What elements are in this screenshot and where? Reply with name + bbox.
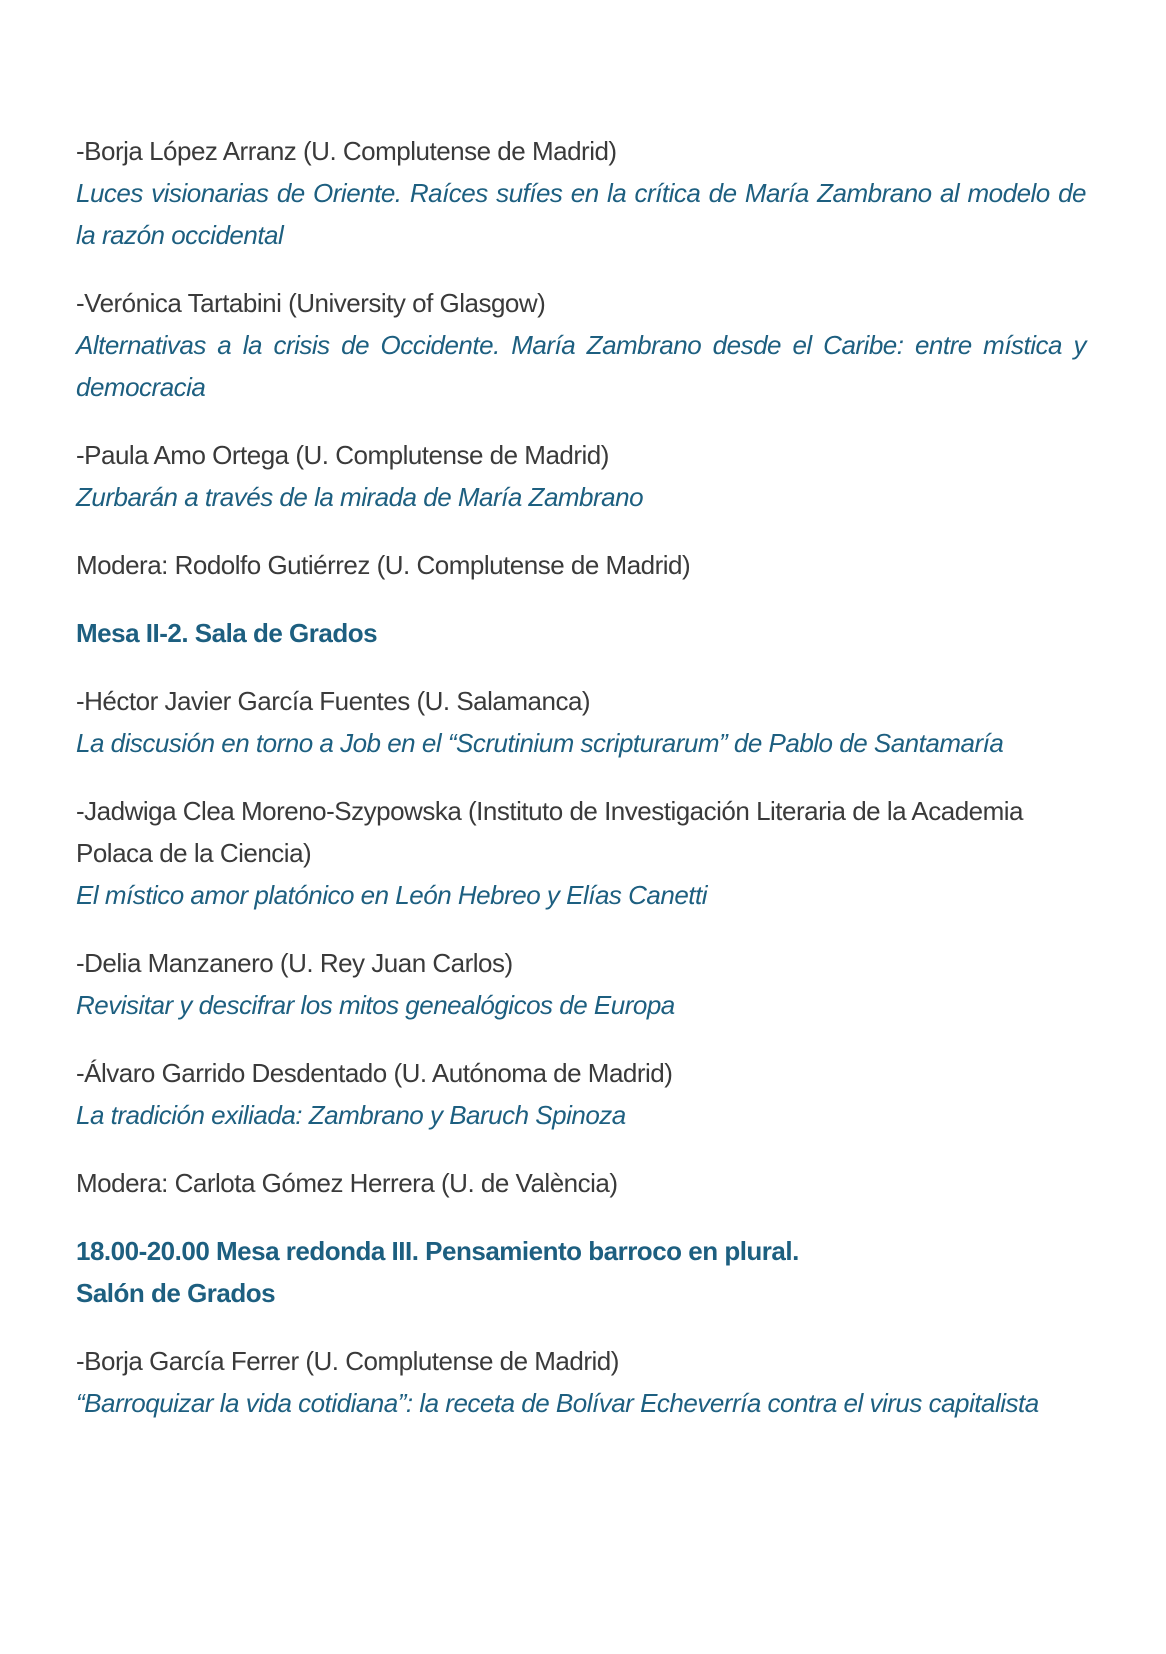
program-entry [76,680,1086,764]
speaker-name: -Borja López Arranz (U. Complutense de Madrid) [76,136,617,166]
moderator-text: Modera: Carlota Gómez Herrera (U. de València) [76,1168,618,1198]
speaker-name: -Borja García Ferrer (U. Complutense de Madrid) [76,1346,619,1376]
talk-title: Revisitar y descifrar los mitos genealógicos de Europa [76,990,675,1020]
speaker-name: -Héctor Javier García Fuentes (U. Salamanca) [76,686,591,716]
speaker-name: -Delia Manzanero (U. Rey Juan Carlos) [76,948,513,978]
moderator-line [76,544,1086,586]
session-heading [76,1230,1086,1314]
speaker-name: -Verónica Tartabini (University of Glasgow) [76,288,546,318]
program-entry [76,790,1086,916]
program-entry [76,434,1086,518]
session-title: Mesa II-2. Sala de Grados [76,618,378,648]
session-location: Salón de Grados [76,1278,276,1308]
speaker-name: -Paula Amo Ortega (U. Complutense de Madrid) [76,440,609,470]
moderator-line [76,1162,1086,1204]
talk-title: La tradición exiliada: Zambrano y Baruch Spinoza [76,1100,626,1130]
program-entry [76,282,1086,408]
program-page [76,130,1086,1450]
talk-title: Luces visionarias de Oriente. Raíces sufíes en la crítica de María Zambrano al modelo de la razón occidental [76,178,1086,250]
talk-title: Alternativas a la crisis de Occidente. María Zambrano desde el Caribe: entre mística y democracia [76,330,1086,402]
talk-title: La discusión en torno a Job en el “Scrutinium scripturarum” de Pablo de Santamaría [76,728,1004,758]
talk-title: Zurbarán a través de la mirada de María Zambrano [76,482,644,512]
talk-title: “Barroquizar la vida cotidiana”: la receta de Bolívar Echeverría contra el virus capitalista [76,1388,1039,1418]
program-entry [76,1340,1086,1424]
talk-title: El místico amor platónico en León Hebreo y Elías Canetti [76,880,708,910]
speaker-name: -Álvaro Garrido Desdentado (U. Autónoma de Madrid) [76,1058,673,1088]
program-entry [76,1052,1086,1136]
moderator-text: Modera: Rodolfo Gutiérrez (U. Complutense de Madrid) [76,550,691,580]
program-entry [76,130,1086,256]
program-entry [76,942,1086,1026]
session-title: 18.00-20.00 Mesa redonda III. Pensamiento barroco en plural. [76,1236,799,1266]
session-heading [76,612,1086,654]
speaker-name: -Jadwiga Clea Moreno-Szypowska (Instituto de Investigación Literaria de la Academia Polaca de la Ciencia) [76,796,1024,868]
